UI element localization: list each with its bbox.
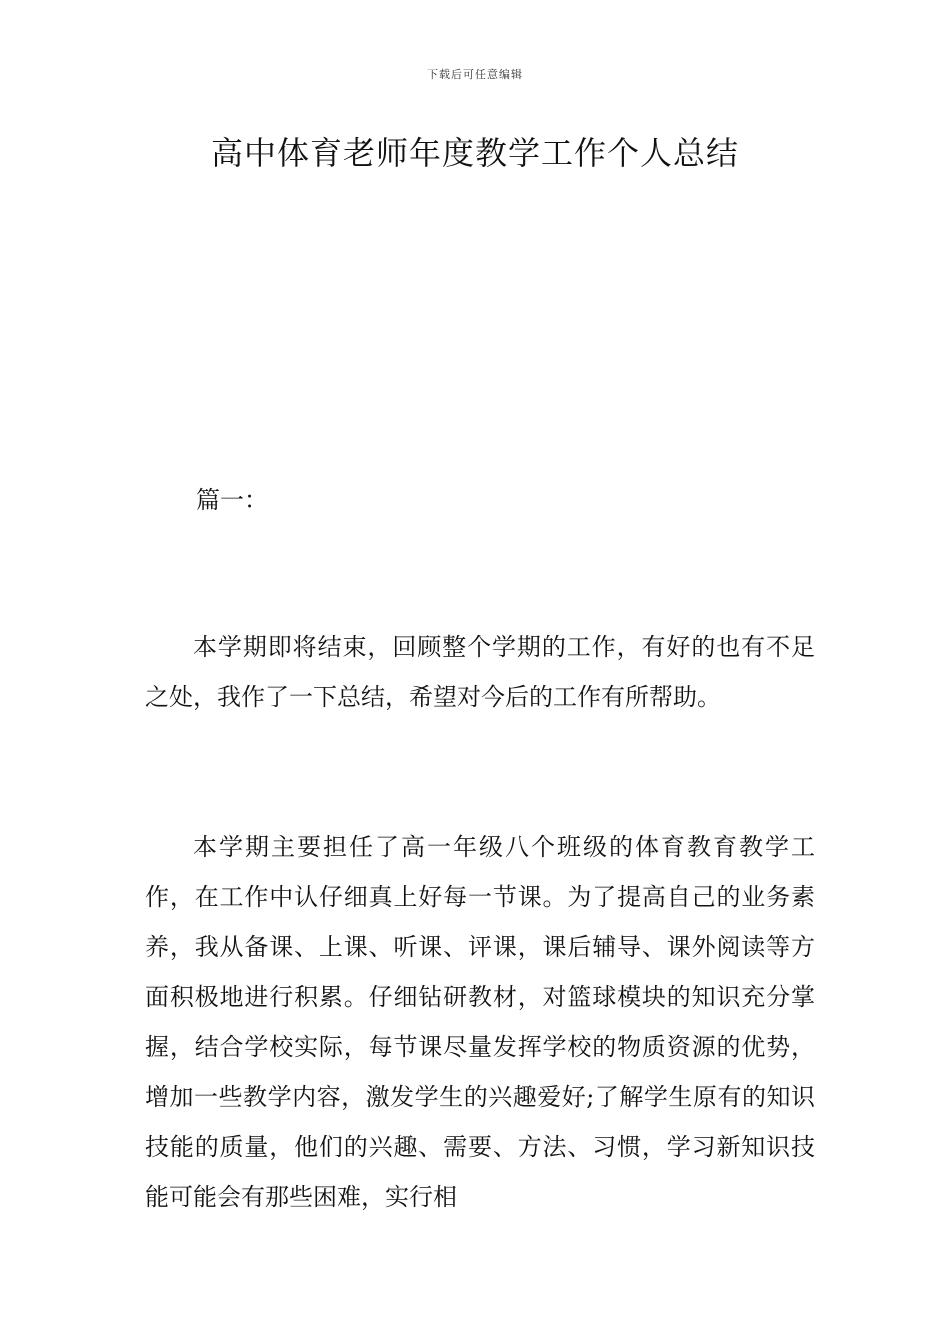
header-note: 下载后可任意编辑 bbox=[427, 68, 523, 81]
document-title: 高中体育老师年度教学工作个人总结 bbox=[210, 134, 739, 172]
paragraph-intro: 本学期即将结束，回顾整个学期的工作，有好的也有不足之处，我作了一下总结，希望对今后的工作有所帮助。 bbox=[145, 633, 815, 711]
section-label: 篇一： bbox=[196, 486, 268, 514]
paragraph-body: 本学期主要担任了高一年级八个班级的体育教育教学工作，在工作中认仔细真上好每一节课。为了提高自己的业务素养，我从备课、上课、听课、评课，课后辅导、课外阅读等方面积极地进行积累。仔细钻研教材，对篮球模块的知识充分掌握，结合学校实际，每节课尽量发挥学校的物质资源的优势，增加一些教学内容，激发学生的兴趣爱好;了解学生原有的知识技能的质量，他们的兴趣、需要、方法、习惯，学习新知识技能可能会有那些困难，实行相 bbox=[145, 833, 815, 1211]
